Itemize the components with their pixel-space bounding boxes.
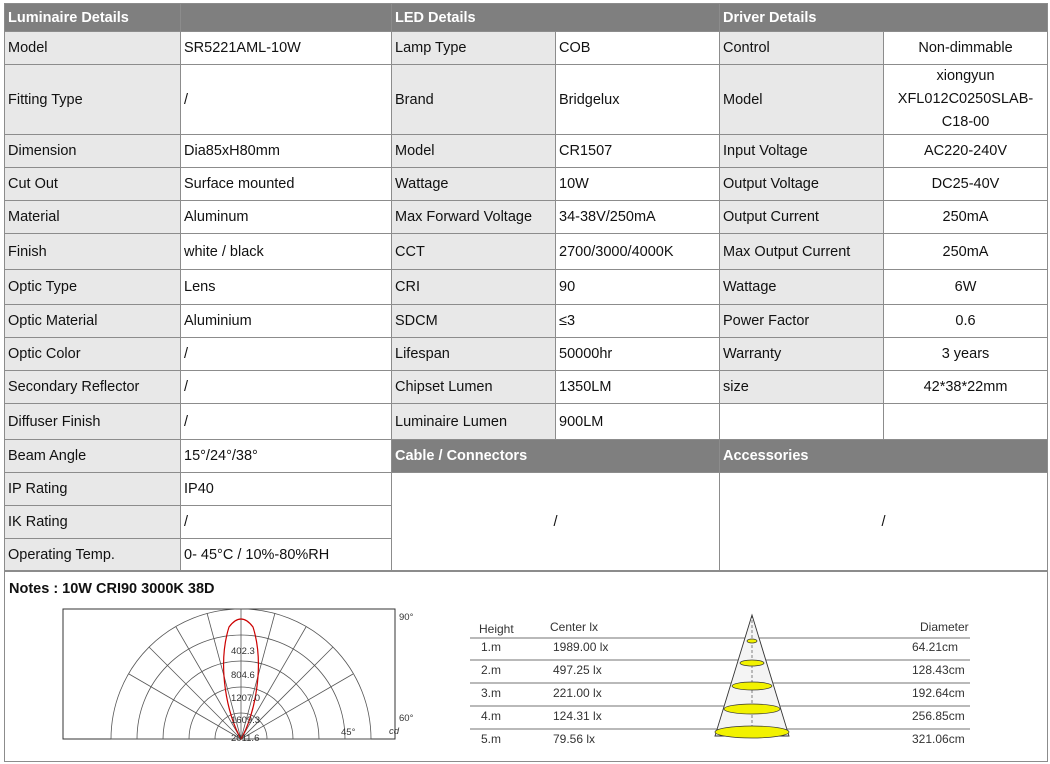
driver-empty-label [720, 404, 884, 440]
luminaire-label: Optic Color [5, 338, 181, 371]
driver-label: Control [720, 32, 884, 65]
ring-label: 1609.3 [231, 715, 261, 726]
height-cell: 5.m [481, 732, 502, 746]
accessories-value: / [720, 473, 1048, 572]
driver-value: 0.6 [884, 305, 1048, 338]
cable-value: / [392, 473, 720, 572]
diameter-cell: 321.06cm [912, 732, 965, 746]
led-label: Wattage [392, 168, 556, 201]
angle-label-45: 45° [341, 727, 356, 738]
driver-value: 3 years [884, 338, 1048, 371]
driver-header: Driver Details [720, 4, 1048, 32]
luminaire-value: white / black [181, 234, 392, 270]
luminaire-label: Dimension [5, 135, 181, 168]
luminaire-label: IP Rating [5, 473, 181, 506]
angle-label-90: 90° [399, 612, 414, 623]
driver-label: Power Factor [720, 305, 884, 338]
led-value: 10W [556, 168, 720, 201]
led-value: 1350LM [556, 371, 720, 404]
led-label: Luminaire Lumen [392, 404, 556, 440]
unit-label: cd [389, 726, 400, 737]
luminaire-label: Material [5, 201, 181, 234]
height-cell: 1.m [481, 640, 502, 654]
notes-title: Notes : 10W CRI90 3000K 38D [9, 581, 215, 597]
driver-label: Warranty [720, 338, 884, 371]
led-header: LED Details [392, 4, 720, 32]
center-cell: 221.00 lx [553, 686, 602, 700]
driver-value: 42*38*22mm [884, 371, 1048, 404]
luminaire-label: IK Rating [5, 506, 181, 539]
led-value: 34-38V/250mA [556, 201, 720, 234]
luminaire-value: 0- 45°C / 10%-80%RH [181, 539, 392, 572]
driver-value: 250mA [884, 234, 1048, 270]
luminaire-label: Finish [5, 234, 181, 270]
luminaire-label: Diffuser Finish [5, 404, 181, 440]
diameter-header: Diameter [920, 620, 969, 634]
led-value: COB [556, 32, 720, 65]
diameter-cell: 64.21cm [912, 640, 959, 654]
led-value: 90 [556, 270, 720, 305]
luminaire-label: Beam Angle [5, 440, 181, 473]
center-header: Center lx [550, 620, 599, 634]
ring-label: 402.3 [231, 646, 255, 657]
diameter-cell: 256.85cm [912, 709, 965, 723]
driver-value: AC220-240V [884, 135, 1048, 168]
led-value: ≤3 [556, 305, 720, 338]
cable-header: Cable / Connectors [392, 440, 720, 473]
ring-label: 804.6 [231, 670, 255, 681]
illuminance-table [465, 611, 1005, 751]
luminaire-label: Optic Type [5, 270, 181, 305]
driver-value: DC25-40V [884, 168, 1048, 201]
driver-label: Max Output Current [720, 234, 884, 270]
driver-label: Output Current [720, 201, 884, 234]
led-label: CCT [392, 234, 556, 270]
led-value: 50000hr [556, 338, 720, 371]
luminaire-value: / [181, 506, 392, 539]
driver-label: Output Voltage [720, 168, 884, 201]
beam-cone [715, 615, 789, 738]
led-label: Lifespan [392, 338, 556, 371]
luminaire-value: / [181, 338, 392, 371]
driver-value: xiongyun XFL012C0250SLAB-C18-00 [884, 65, 1048, 135]
luminaire-value: / [181, 371, 392, 404]
driver-label: Model [720, 65, 884, 135]
led-label: Lamp Type [392, 32, 556, 65]
luminaire-label: Fitting Type [5, 65, 181, 135]
height-cell: 2.m [481, 663, 502, 677]
led-value: 900LM [556, 404, 720, 440]
driver-label: size [720, 371, 884, 404]
luminaire-label: Cut Out [5, 168, 181, 201]
led-label: Model [392, 135, 556, 168]
led-label: SDCM [392, 305, 556, 338]
luminaire-value: Surface mounted [181, 168, 392, 201]
led-value: CR1507 [556, 135, 720, 168]
accessories-header: Accessories [720, 440, 1048, 473]
luminaire-value: 15°/24°/38° [181, 440, 392, 473]
spec-table [4, 3, 1048, 572]
center-cell: 497.25 lx [553, 663, 602, 677]
luminaire-value: SR5221AML-10W [181, 32, 392, 65]
luminaire-value: Aluminium [181, 305, 392, 338]
driver-label: Input Voltage [720, 135, 884, 168]
center-cell: 124.31 lx [553, 709, 602, 723]
luminaire-label: Optic Material [5, 305, 181, 338]
notes-panel [4, 570, 1048, 762]
diameter-cell: 128.43cm [912, 663, 965, 677]
diameter-cell: 192.64cm [912, 686, 965, 700]
ring-label: 2011.6 [231, 733, 260, 743]
led-label: Max Forward Voltage [392, 201, 556, 234]
driver-label: Wattage [720, 270, 884, 305]
height-cell: 3.m [481, 686, 502, 700]
angle-label-60: 60° [399, 713, 414, 724]
luminaire-value: Lens [181, 270, 392, 305]
led-label: Chipset Lumen [392, 371, 556, 404]
driver-value: 250mA [884, 201, 1048, 234]
center-cell: 1989.00 lx [553, 640, 609, 654]
luminaire-label: Model [5, 32, 181, 65]
led-label: CRI [392, 270, 556, 305]
center-cell: 79.56 lx [553, 732, 596, 746]
led-label: Brand [392, 65, 556, 135]
ring-label: 1207.0 [231, 693, 261, 704]
polar-diagram [59, 605, 429, 743]
height-cell: 4.m [481, 709, 502, 723]
luminaire-value: Dia85xH80mm [181, 135, 392, 168]
luminaire-header: Luminaire Details [5, 4, 181, 32]
luminaire-label: Operating Temp. [5, 539, 181, 572]
led-value: Bridgelux [556, 65, 720, 135]
luminaire-header-blank [181, 4, 392, 32]
height-header: Height [479, 622, 514, 636]
led-value: 2700/3000/4000K [556, 234, 720, 270]
luminaire-value: IP40 [181, 473, 392, 506]
driver-value: Non-dimmable [884, 32, 1048, 65]
luminaire-value: / [181, 65, 392, 135]
luminaire-label: Secondary Reflector [5, 371, 181, 404]
luminaire-value: Aluminum [181, 201, 392, 234]
driver-empty-value [884, 404, 1048, 440]
driver-value: 6W [884, 270, 1048, 305]
luminaire-value: / [181, 404, 392, 440]
